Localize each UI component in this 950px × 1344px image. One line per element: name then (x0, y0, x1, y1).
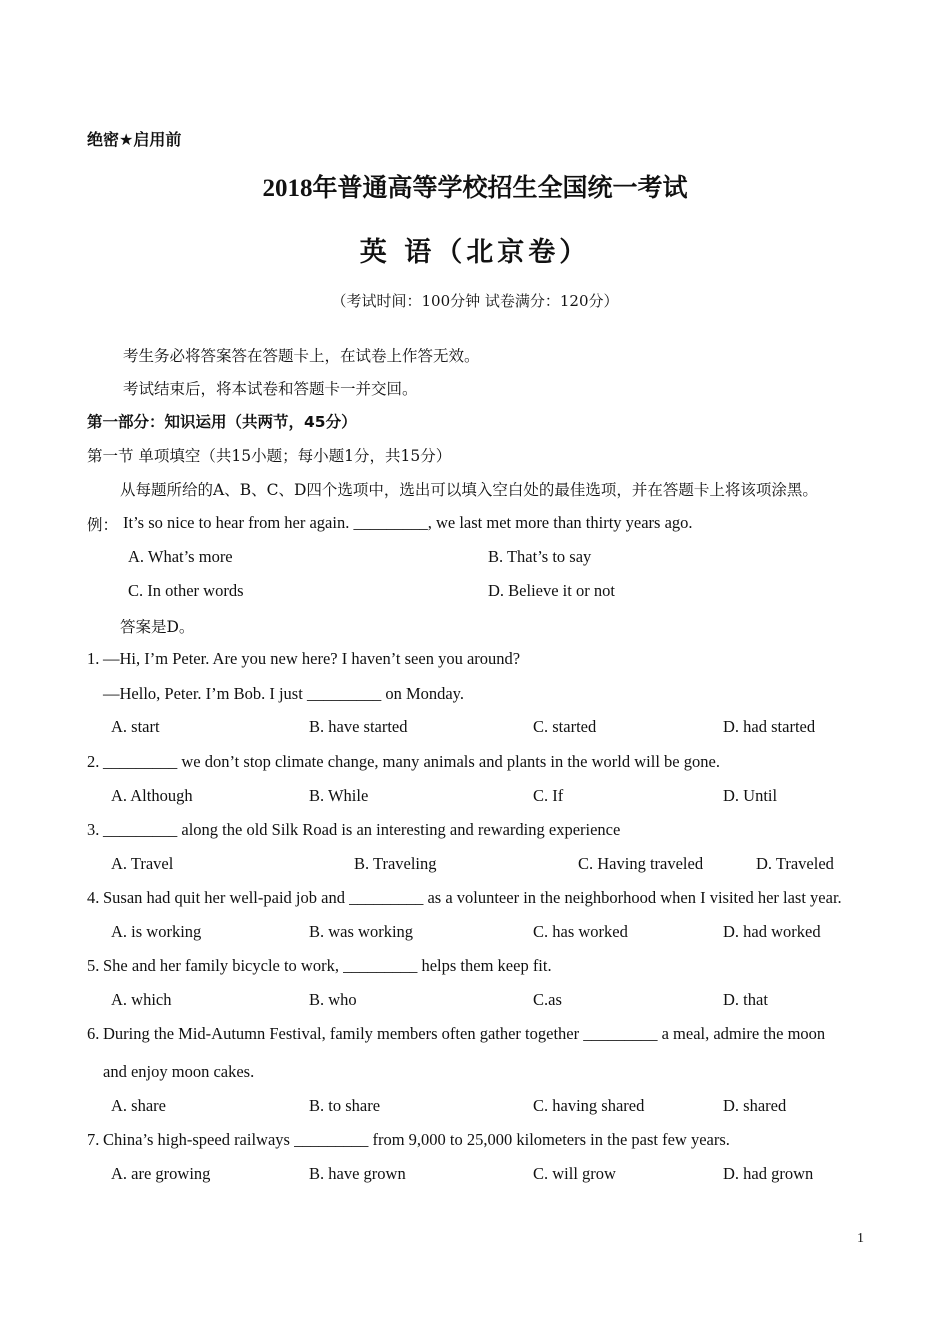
option-c: C. has worked (533, 922, 628, 941)
option-b: B. have grown (309, 1164, 406, 1183)
example-option: A. What’s more (128, 547, 233, 566)
option-d: D. Until (723, 786, 778, 805)
option-a: A. Although (111, 786, 193, 805)
question-stem: During the Mid-Autumn Festival, family members often gather together _________ a meal, admire the moon (103, 1024, 826, 1043)
option-a: A. are growing (111, 1164, 211, 1183)
subject-title: 英 语（北京卷） (359, 237, 591, 268)
option-b: B. was working (309, 922, 414, 941)
note-line: 考试结束后，将本试卷和答题卡一并交回。 (123, 380, 418, 398)
question-stem: and enjoy moon cakes. (103, 1062, 255, 1081)
page-number: 1 (857, 1231, 864, 1246)
note-line: 考生务必将答案答在答题卡上，在试卷上作答无效。 (123, 347, 480, 365)
example-answer: 答案是D。 (120, 618, 195, 636)
option-c: C.as (533, 990, 562, 1009)
section-instruction: 从每题所给的A、B、C、D四个选项中，选出可以填入空白处的最佳选项，并在答题卡上将该项涂黑。 (120, 481, 818, 499)
section-title: 第一节 单项填空（共15小题；每小题1分，共15分） (87, 447, 452, 465)
question-stem: —Hi, I’m Peter. Are you new here? I haven’t seen you around? (103, 649, 521, 668)
confidential-label: 绝密★启用前 (87, 130, 182, 149)
option-a: A. is working (111, 922, 202, 941)
option-c: C. will grow (533, 1164, 616, 1183)
question-number: 7. (87, 1130, 100, 1149)
question-number: 2. (87, 752, 100, 771)
option-d: D. had grown (723, 1164, 814, 1183)
option-d: D. had worked (723, 922, 821, 941)
option-d: D. had started (723, 717, 816, 736)
option-c: C. If (533, 786, 564, 805)
example-option: D. Believe it or not (488, 581, 615, 600)
question-stem: _________ along the old Silk Road is an interesting and rewarding experience (103, 820, 621, 839)
part-title: 第一部分：知识运用（共两节，45分） (87, 413, 357, 431)
option-c: C. having shared (533, 1096, 645, 1115)
question-stem: She and her family bicycle to work, _________ helps them keep fit. (103, 956, 552, 975)
question-number: 4. (87, 888, 100, 907)
question-number: 6. (87, 1024, 100, 1043)
option-d: D. Traveled (756, 854, 834, 873)
question-stem: Susan had quit her well-paid job and _________ as a volunteer in the neighborhood when I visited her last year. (103, 888, 842, 907)
option-c: C. started (533, 717, 597, 736)
option-a: A. start (111, 717, 160, 736)
example-label: 例： (87, 516, 119, 534)
example-option: B. That’s to say (488, 547, 592, 566)
question-stem: _________ we don’t stop climate change, many animals and plants in the world will be gone. (103, 752, 720, 771)
option-a: A. which (111, 990, 172, 1009)
question-number: 3. (87, 820, 100, 839)
question-stem: China’s high-speed railways _________ from 9,000 to 25,000 kilometers in the past few years. (103, 1130, 730, 1149)
example-stem: It’s so nice to hear from her again. _________, we last met more than thirty years ago. (123, 513, 693, 532)
question-number: 1. (87, 649, 100, 668)
option-a: A. share (111, 1096, 166, 1115)
option-d: D. shared (723, 1096, 787, 1115)
option-c: C. Having traveled (578, 854, 704, 873)
option-b: B. have started (309, 717, 408, 736)
option-a: A. Travel (111, 854, 174, 873)
question-number: 5. (87, 956, 100, 975)
option-b: B. who (309, 990, 357, 1009)
exam-title: 2018年普通高等学校招生全国统一考试 (262, 175, 688, 202)
option-d: D. that (723, 990, 768, 1009)
example-option: C. In other words (128, 581, 244, 600)
option-b: B. While (309, 786, 369, 805)
option-b: B. Traveling (354, 854, 437, 873)
question-stem: —Hello, Peter. I’m Bob. I just _________ on Monday. (103, 684, 464, 703)
exam-info: （考试时间：100分钟 试卷满分：120分） (331, 292, 619, 310)
option-b: B. to share (309, 1096, 381, 1115)
